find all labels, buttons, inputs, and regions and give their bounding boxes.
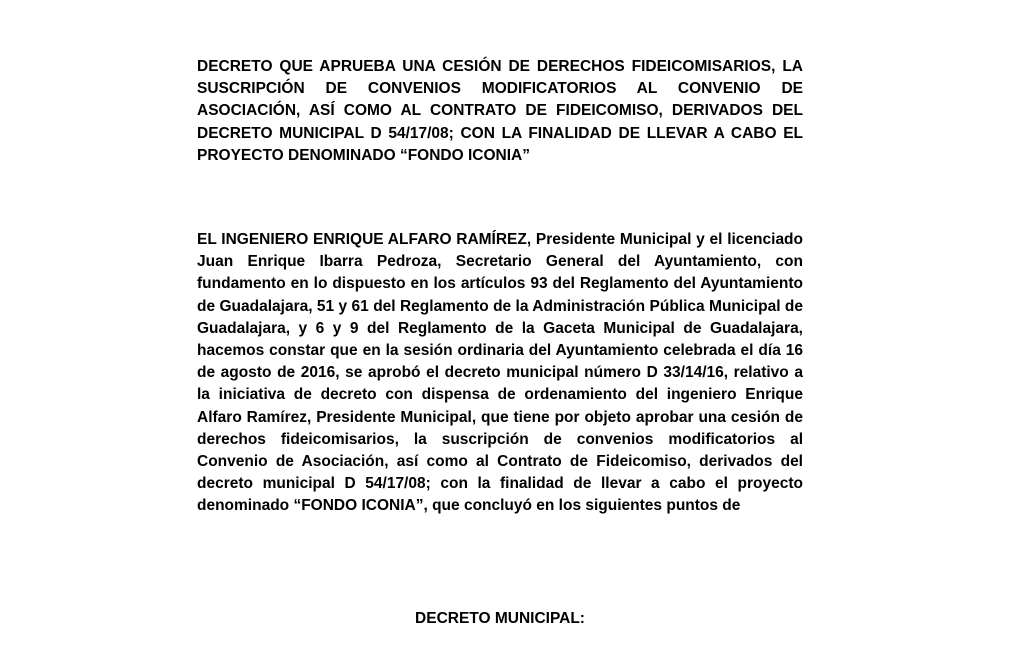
document-title: DECRETO QUE APRUEBA UNA CESIÓN DE DERECHOS FIDEICOMISARIOS, LA SUSCRIPCIÓN DE CONVENIOS MODIFICATORIOS AL CONVENIO DE ASOCIACIÓN, ASÍ COMO AL CONTRATO DE FIDEICOMISO, DERIVADOS DEL DECRETO MUNICIPAL D 54/17/08; CON LA FINALIDAD DE LLEVAR A CABO EL PROYECTO DENOMINADO “FONDO ICONIA” [197,58,803,164]
intro-paragraph: EL INGENIERO ENRIQUE ALFARO RAMÍREZ, Presidente Municipal y el licenciado Juan Enrique Ibarra Pedroza, Secretario General del Ayuntamiento, con fundamento en lo dispuesto en los artículos 93 del Reglamento del Ayuntamiento de Guadalajara, 51 y 61 del Reglamento de la Administración Pública Municipal de Guadalajara, y 6 y 9 del Reglamento de la Gaceta Municipal de Guadalajara, hacemos constar que en la sesión ordinaria del Ayuntamiento celebrada el día 16 de agosto de 2016, se aprobó el decreto municipal número D 33/14/16, relativo a la iniciativa de decreto con dispensa de ordenamiento del ingeniero Enrique Alfaro Ramírez, Presidente Municipal, que tiene por objeto aprobar una cesión de derechos fideicomisarios, la suscripción de convenios modificatorios al Convenio de Asociación, así como al Contrato de Fideicomiso, derivados del decreto municipal D 54/17/08; con la finalidad de llevar a cabo el proyecto denominado “FONDO ICONIA”, que concluyó en los siguientes puntos de [197,231,803,515]
section-heading: DECRETO MUNICIPAL: [415,610,585,627]
